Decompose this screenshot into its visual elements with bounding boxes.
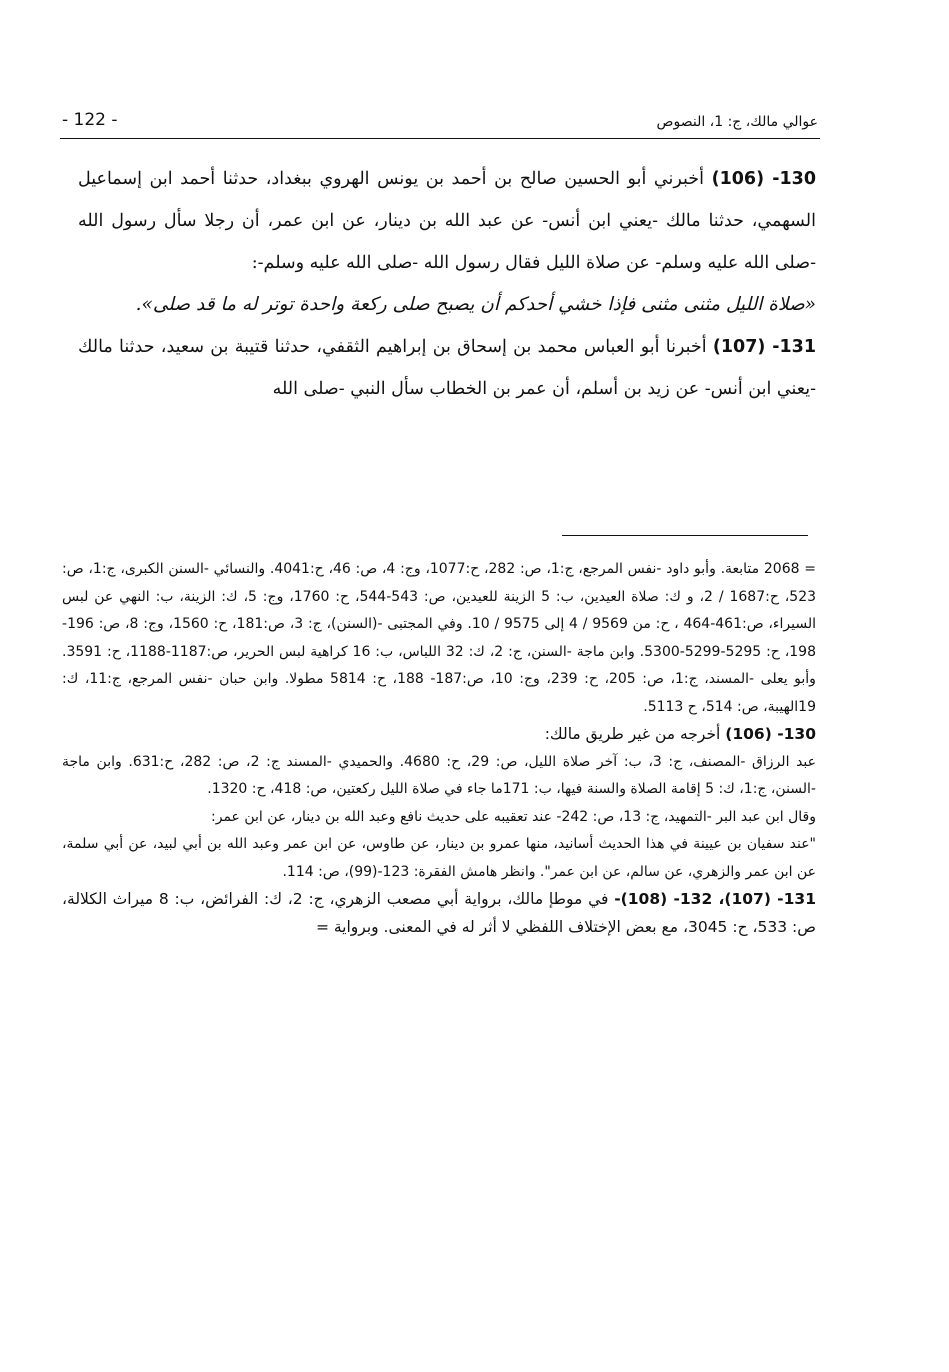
paragraph-text: أخبرني أبو الحسين صالح بن أحمد بن يونس الهروي ببغداد، حدثنا أحمد ابن إسماعيل السهمي، حدثنا مالك -يعني ابن أنس- عن عبد الله بن دينار، عن ابن عمر، أن رجلا سأل رسول الله -صلى الله عليه وسلم- عن صلاة الليل فقال رسول الله -صلى الله عليه وسلم-: (78, 169, 816, 273)
page-number: - 122 - (62, 110, 118, 130)
footnote-131-132 (62, 886, 816, 941)
page-header (60, 108, 820, 139)
footnote-separator (562, 535, 808, 536)
running-title: عوالي مالك، ج: 1، النصوص (656, 114, 818, 130)
footnote-continuation: = 2068 متابعة. وأبو داود -نفس المرجع، ج:1، ص: 282، ح:1077، وج: 4، ص: 46، ح:4041. والنسائي -السنن الكبرى، ج:1، ص: 523، ح:1687 / 2، و ك: صلاة العيدين، ب: 5 الزينة للعيدين، ص: 543-544، ح: 1760، وج: 5، ك: الزينة، ب: النهي عن لبس السيراء، ص:461-464 ، ح: من 9569 / 4 إلى 9575 / 10. وفي المجتبى -(السنن)، ج: 3، ص:181، ح: 1560، وج: 8، ص: 196-198، ح: 5295-5299-5300. وابن ماجة -السنن، ج: 2، ك: 32 اللباس، ب: 16 كراهية لبس الحرير، ص:1187-1188، ح: 3591. وأبو يعلى -المسند، ج:1، ص: 205، ح: 239، وج: 10، ص:187- 188، ح: 5814 مطولا. وابن حبان -نفس المرجع، ج:11، ك: 19الهيبة، ص: 514، ح 5113. (62, 561, 817, 715)
paragraph-number: 130- (106) (711, 169, 816, 189)
footnote-130-sources: عبد الرزاق -المصنف، ج: 3، ب: آخر صلاة الليل، ص: 29، ح: 4680. والحميدي -المسند ج: 2، ص: 282، ح:631. وابن ماجة -السنن، ج:1، ك: 5 إقامة الصلاة والسنة فيها، ب: 171ما جاء في صلاة الليل ركعتين، ص: 418، ح: 1320. (62, 753, 816, 797)
footnote-heading-text: أخرجه من غير طريق مالك: (544, 725, 726, 743)
paragraph-131 (78, 326, 816, 410)
paragraph-130 (78, 158, 816, 284)
paragraph-number: 131- (107) (712, 337, 816, 357)
footnotes (62, 556, 816, 941)
main-text (78, 158, 816, 410)
footnote-number: 130- (106) (725, 725, 816, 743)
footnote-number: 131- (107)، 132- (108)- (614, 890, 816, 908)
footnote-130-comment: وقال ابن عبد البر -التمهيد، ج: 13، ص: 242- عند تعقيبه على حديث نافع وعبد الله بن دينار، عن ابن عمر: (211, 808, 816, 825)
paragraph-text: أخبرنا أبو العباس محمد بن إسحاق بن إبراهيم الثقفي، حدثنا قتيبة بن سعيد، حدثنا مالك -يعني ابن أنس- عن زيد بن أسلم، أن عمر بن الخطاب سأل النبي -صلى الله (78, 337, 816, 399)
footnote-130-quote: "عند سفيان بن عيينة في هذا الحديث أسانيد، منها عمرو بن دينار، عن طاوس، عن ابن عمر وعبد الله بن أبي لبيد، عن أبي سلمة، عن ابن عمر والزهري، عن سالم، عن ابن عمر". وانظر هامش الفقرة: 123-(99)، ص: 114. (62, 836, 816, 880)
hadith-quote: «صلاة الليل مثنى مثنى فإذا خشي أحدكم أن يصبح صلى ركعة واحدة توتر له ما قد صلى». (135, 294, 816, 315)
footnote-text: في موطإ مالك، برواية أبي مصعب الزهري، ج: 2، ك: الفرائض، ب: 8 ميراث الكلالة، ص: 533، ح: 3045، مع بعض الإختلاف اللفظي لا أثر له في المعنى. وبرواية = (62, 890, 816, 936)
footnote-130-heading (62, 721, 816, 749)
